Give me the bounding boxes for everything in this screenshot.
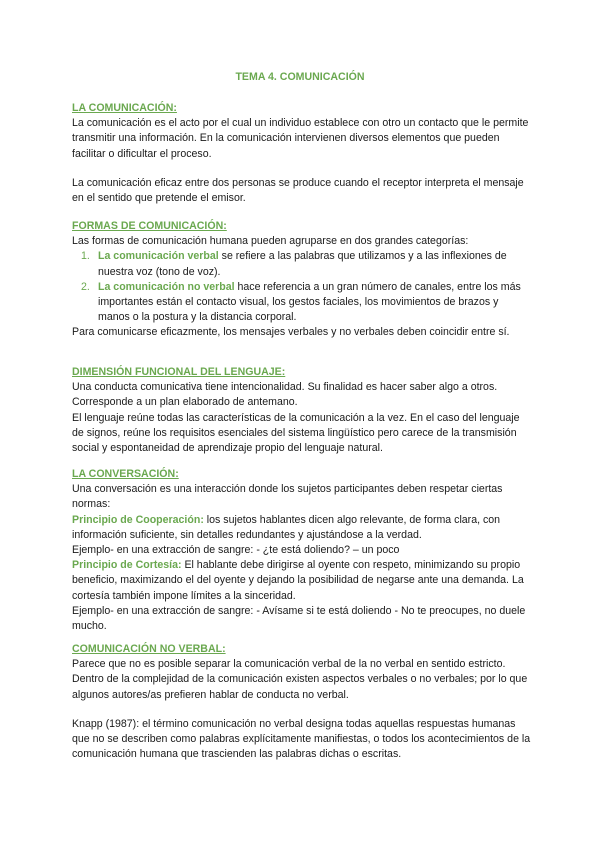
paragraph: Las formas de comunicación humana pueden agruparse en dos grandes categorías:: [72, 235, 469, 248]
list-term: La comunicación verbal: [98, 250, 219, 263]
paragraph: Para comunicarse eficazmente, los mensajes verbales y no verbales deben coincidir entre sí.: [72, 326, 510, 339]
section-la-comunicacion: [72, 101, 532, 206]
section-heading: DIMENSIÓN FUNCIONAL DEL LENGUAJE:: [72, 366, 286, 378]
paragraph: Knapp (1987): el término comunicación no verbal designa todas aquellas respuestas humanas que no se describen como palabras explícitamente manifiestas, o todos los acontecimientos de la comunicación humana que trascienden las palabras dichas o escritas.: [72, 717, 531, 761]
principle-text: El hablante debe dirigirse al oyente con respeto, minimizando su propio beneficio, maximizando el del oyente y dejando la posibilidad de negarse ante una demanda. La cortesía también impone límites a la sinceridad.: [72, 559, 524, 602]
forms-list: [72, 249, 532, 325]
section-heading: COMUNICACIÓN NO VERBAL:: [72, 643, 226, 655]
paragraph: Una conducta comunicativa tiene intencionalidad. Su finalidad es hacer saber algo a otros.: [72, 381, 498, 394]
section-heading: LA CONVERSACIÓN:: [72, 468, 179, 480]
document-title: TEMA 4. COMUNICACIÓN: [235, 71, 365, 83]
list-number: 1.: [81, 250, 90, 263]
paragraph: Parece que no es posible separar la comunicación verbal de la no verbal en sentido estricto. Dentro de la complejidad de la comunicación existen aspectos verbales o no verbales; por lo que algunos autores/as prefieren hablar de conducta no verbal.: [72, 658, 528, 701]
paragraph: [72, 558, 532, 604]
section-dimension-funcional: [72, 365, 532, 456]
list-text: se refiere a las palabras que utilizamos y a las inflexiones de nuestra voz (tono de voz).: [98, 250, 507, 278]
list-item: [72, 249, 532, 279]
paragraph: Una conversación es una interacción donde los sujetos participantes deben respetar ciertas normas:: [72, 483, 503, 511]
list-item: [72, 280, 532, 326]
list-term: La comunicación no verbal: [98, 280, 235, 293]
principle-term: Principio de Cortesía:: [72, 559, 182, 572]
paragraph: [72, 513, 532, 543]
example-line: Ejemplo- en una extracción de sangre: - ¿te está doliendo? – un poco: [72, 544, 400, 557]
section-conversacion: [72, 467, 532, 634]
section-heading: FORMAS DE COMUNICACIÓN:: [72, 220, 227, 232]
list-number: 2.: [81, 280, 90, 293]
section-heading: LA COMUNICACIÓN:: [72, 102, 177, 114]
section-no-verbal: [72, 642, 532, 762]
paragraph: La comunicación eficaz entre dos personas se produce cuando el receptor interpreta el mensaje en el sentido que pretende el emisor.: [72, 176, 524, 205]
paragraph: Corresponde a un plan elaborado de antemano.: [72, 396, 298, 409]
principle-text: los sujetos hablantes dicen algo relevante, de forma clara, con información suficiente, sin detalles redundantes y ajustándose a la verdad.: [72, 513, 501, 541]
list-text: hace referencia a un gran número de canales, entre los más importantes están el contacto visual, los gestos faciales, los movimientos de brazos y manos o la postura y la distancia corporal.: [98, 280, 521, 324]
example-line: Ejemplo- en una extracción de sangre: - Avísame si te está doliendo - No te preocupes, no duele mucho.: [72, 604, 526, 633]
principle-term: Principio de Cooperación:: [72, 513, 204, 526]
paragraph: La comunicación es el acto por el cual un individuo establece con otro un contacto que le permite transmitir una información. En la comunicación intervienen diversos elementos que pueden facilitar o dificultar el proceso.: [72, 117, 529, 160]
section-formas: [72, 219, 532, 341]
paragraph: El lenguaje reúne todas las características de la comunicación a la vez. En el caso del lenguaje de signos, reúne los requisitos esenciales del sistema lingüístico pero carece de la transmisión social y espontaneidad de aprendizaje propio del lenguaje natural.: [72, 411, 520, 455]
